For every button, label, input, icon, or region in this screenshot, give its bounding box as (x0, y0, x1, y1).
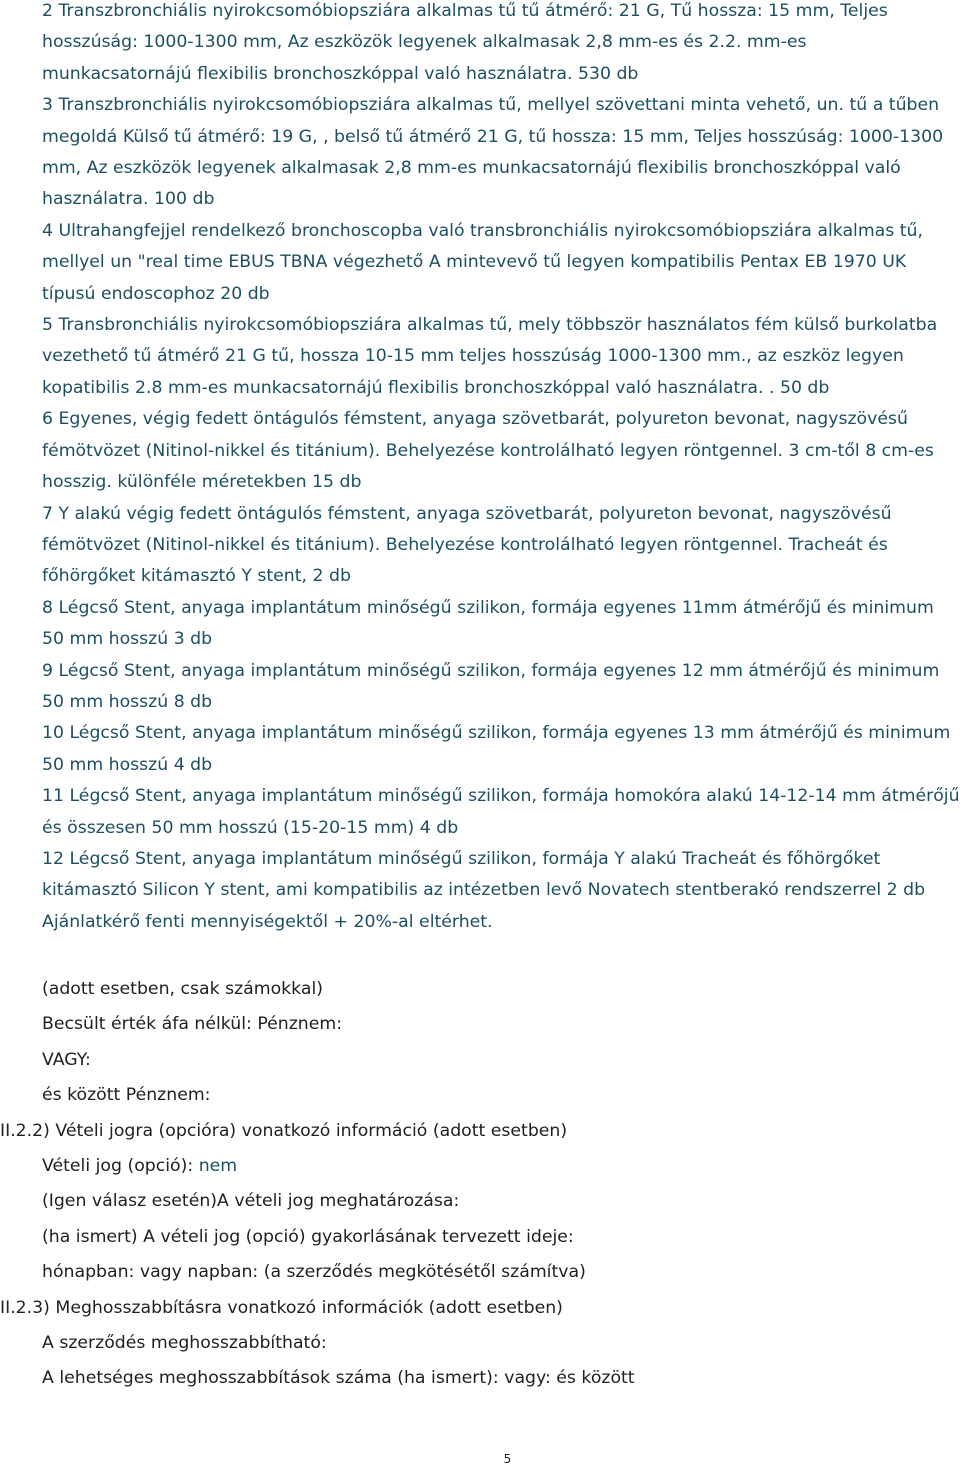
list-item: 5 Transbronchiális nyirokcsomóbiopsziára alkalmas tű, mely többször használatos fém külső burkolatba vezethető tű átmérő 21 G tű, hossza 10-15 mm teljes hosszúság 1000-1300 mm., az eszköz legyen kopatibilis 2.8 mm-es munkacsatornájú flexibilis bronchoszkóppal való használatra. . 50 db (42, 315, 938, 398)
item-list (42, 0, 960, 938)
list-item: 7 Y alakú végig fedett öntágulós fémstent, anyaga szövetbarát, polyureton bevonat, nagyszövésű fémötvözet (Nitinol-nikkel és titánium). Behelyezése kontrolálható legyen röntgennel. Tracheát és főhörgőket kitámasztó Y stent, 2 db (42, 503, 892, 587)
form-fields (0, 972, 942, 1397)
section-heading-option: II.2.2) Vételi jogra (opcióra) vonatkozó információ (adott esetben) (0, 1120, 568, 1141)
option-value: nem (198, 1156, 238, 1177)
option-label: Vételi jog (opció): (42, 1156, 194, 1177)
section-heading-renewal: II.2.3) Meghosszabbításra vonatkozó információk (adott esetben) (0, 1297, 563, 1318)
page-number: 5 (503, 1452, 512, 1466)
between-currency-line: és között Pénznem: (42, 1085, 211, 1106)
renewal-count-line: A lehetséges meghosszabbítások száma (ha ismert): vagy: és között (42, 1368, 635, 1389)
quantity-note: Ajánlatkérő fenti mennyiségektől + 20%-al eltérhet. (42, 911, 493, 932)
option-line (42, 1149, 942, 1184)
option-definition-line: (Igen válasz esetén)A vételi jog meghatározása: (42, 1191, 460, 1212)
list-item: 3 Transzbronchiális nyirokcsomóbiopsziára alkalmas tű, mellyel szövettani minta vehető, un. tű a tűben megoldá Külső tű átmérő: 19 G, , belső tű átmérő 21 G, tű hossza: 15 mm, Teljes hosszúság: 1000-1300 mm, Az eszközök legyenek alkalmasak 2,8 mm-es munkacsatornájú flexibilis bronchoszkóppal való használatra. 100 db (42, 95, 944, 210)
list-item: 2 Transzbronchiális nyirokcsomóbiopsziára alkalmas tű tű átmérő: 21 G, Tű hossza: 15 mm, Teljes hosszúság: 1000-1300 mm, Az eszközök legyenek alkalmasak 2,8 mm-es és 2.2. mm-es munkacsatornájú flexibilis bronchoszkóppal való használatra. 530 db (42, 1, 888, 84)
list-item: 4 Ultrahangfejjel rendelkező bronchoscopba való transbronchiális nyirokcsomóbiopsziára alkalmas tű, mellyel un "real time EBUS TBNA végezhető A mintevevő tű legyen kompatibilis Pentax EB 1970 UK típusú endoscophoz 20 db (42, 220, 923, 304)
renewable-line: A szerződés meghosszabbítható: (42, 1333, 327, 1354)
list-item: 8 Légcső Stent, anyaga implantátum minőségű szilikon, formája egyenes 11mm átmérőjű és minimum 50 mm hosszú 3 db (42, 597, 934, 650)
numbers-only-note: (adott esetben, csak számokkal) (42, 979, 324, 999)
list-item: 6 Egyenes, végig fedett öntágulós fémstent, anyaga szövetbarát, polyureton bevonat, nagyszövésű fémötvözet (Nitinol-nikkel és titánium). Behelyezése kontrolálható legyen röntgennel. 3 cm-től 8 cm-es hosszig. különféle méretekben 15 db (42, 409, 934, 493)
option-schedule-line: (ha ismert) A vételi jog (opció) gyakorlásának tervezett ideje: (42, 1226, 574, 1247)
list-item: 11 Légcső Stent, anyaga implantátum minőségű szilikon, formája homokóra alakú 14-12-14 mm átmérőjű és összesen 50 mm hosszú (15-20-15 mm) 4 db (42, 786, 960, 838)
list-item: 10 Légcső Stent, anyaga implantátum minőségű szilikon, formája egyenes 13 mm átmérőjű és minimum 50 mm hosszú 4 db (42, 723, 951, 775)
months-days-line: hónapban: vagy napban: (a szerződés megkötésétől számítva) (42, 1262, 586, 1283)
estimated-value-line: Becsült érték áfa nélkül: Pénznem: (42, 1014, 343, 1035)
or-line: VAGY: (42, 1049, 91, 1070)
list-item: 12 Légcső Stent, anyaga implantátum minőségű szilikon, formája Y alakú Tracheát és főhörgőket kitámasztó Silicon Y stent, ami kompatibilis az intézetben levő Novatech stentberakó rendszerrel 2 db (42, 848, 926, 901)
list-item: 9 Légcső Stent, anyaga implantátum minőségű szilikon, formája egyenes 12 mm átmérőjű és minimum 50 mm hosszú 8 db (42, 660, 940, 712)
